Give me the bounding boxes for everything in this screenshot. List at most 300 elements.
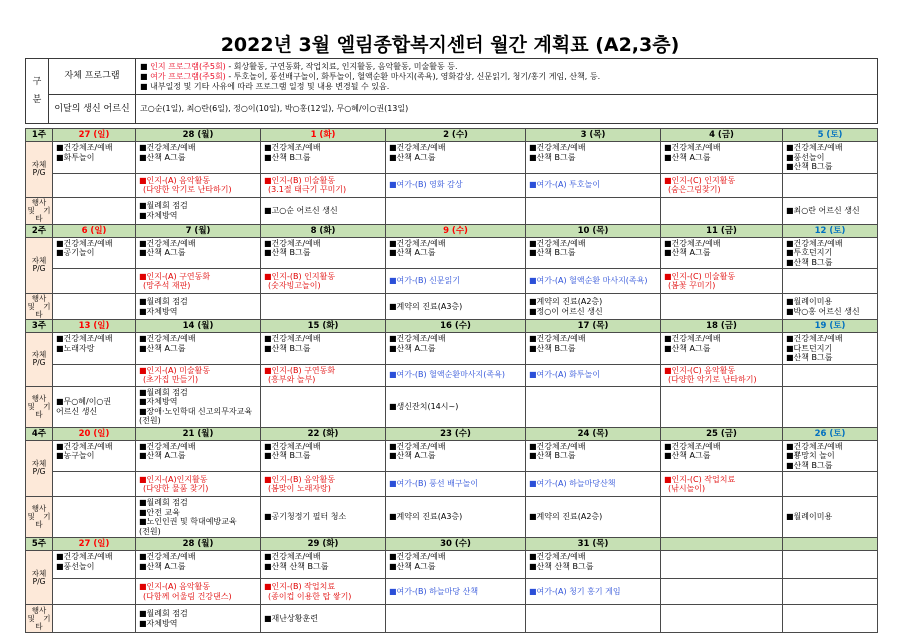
program-item: ■건강체조/예배 — [786, 334, 843, 343]
program-cell — [261, 142, 386, 174]
program-cell — [661, 551, 783, 579]
bullet: ■ — [140, 71, 151, 81]
program-item: ■건강체조/예배 — [139, 441, 196, 451]
activity-cell — [261, 173, 386, 197]
program-item: ■건강체조/예배 — [389, 441, 446, 451]
day-date — [783, 538, 878, 551]
event-cell — [661, 386, 783, 427]
program-item: ■산책 B그룹 — [529, 451, 576, 460]
event-cell — [661, 197, 783, 224]
event-cell — [53, 497, 136, 538]
program-item: ■건강체조/예배 — [664, 143, 721, 152]
activity-cell — [526, 364, 661, 386]
event-item: ■재난상황훈련 — [264, 613, 318, 623]
program-line-cognitive — [140, 62, 873, 72]
event-row-label: 행사 및 기타 — [26, 197, 53, 224]
activity-cell — [661, 472, 783, 497]
program-item: ■산책 A그룹 — [389, 561, 436, 571]
program-item: ■산책 A그룹 — [389, 343, 436, 353]
activity-item: ■인지-(B) 작업치료 — [264, 582, 336, 591]
activity-cell — [526, 269, 661, 294]
program-item: ■건강체조/예배 — [529, 441, 586, 451]
program-item: ■산책 A그룹 — [389, 451, 436, 460]
program-row-label: 자체 P/G — [26, 551, 53, 605]
activity-item: (초가집 만들기) — [143, 375, 199, 384]
activity-row — [26, 472, 878, 497]
activity-item: ■인지-(A) 구연동화 — [139, 271, 211, 281]
event-cell — [783, 197, 878, 224]
program-item: ■산책 산책 B그룹 — [264, 561, 329, 571]
activity-item: ■인지-(C) 미술활동 — [664, 271, 736, 281]
event-item: ■생신잔치(14시~) — [389, 401, 459, 411]
event-cell — [526, 605, 661, 633]
program-item: ■건강체조/예배 — [529, 334, 586, 343]
event-row — [26, 386, 878, 427]
event-item: ■월례이미용 — [786, 512, 833, 522]
event-cell — [136, 386, 261, 427]
day-date: 28 (월) — [136, 129, 261, 142]
program-cell — [136, 142, 261, 174]
activity-cell — [783, 472, 878, 497]
program-cell — [386, 142, 526, 174]
program-cell — [53, 551, 136, 579]
program-row-label: 자체 P/G — [26, 237, 53, 294]
birthday-list: 고○순(1일), 최○란(6일), 정○이(10일), 박○홍(12일), 무○혜/이○권(13일) — [136, 95, 878, 124]
program-item: ■풍선놀이 — [786, 152, 825, 162]
day-date: 17 (목) — [526, 320, 661, 333]
program-item: ■투호던지기 — [786, 248, 833, 257]
activity-cell — [526, 173, 661, 197]
program-cell — [136, 237, 261, 269]
event-item: (전원) — [139, 416, 161, 425]
day-date: 16 (수) — [386, 320, 526, 333]
program-item: ■화투놀이 — [56, 152, 95, 162]
category-label: 구 분 — [26, 59, 49, 124]
program-item: ■건강체조/예배 — [786, 441, 843, 451]
activity-cell — [53, 472, 136, 497]
program-item: ■건강체조/예배 — [56, 334, 113, 343]
event-item: ■박○홍 어르신 생신 — [786, 306, 860, 316]
event-item: ■안전 교육 — [139, 507, 181, 517]
activity-item: (흥부와 놀부) — [268, 375, 316, 384]
activity-item: (종이컵 이용한 탑 쌓기) — [268, 591, 352, 601]
program-item: ■산책 A그룹 — [664, 152, 711, 162]
event-item: ■공기청정기 필터 청소 — [264, 512, 347, 522]
day-date: 25 (금) — [661, 427, 783, 440]
activity-cell — [136, 269, 261, 294]
bullet: ■ — [140, 61, 151, 71]
activity-item: (다양한 악기로 난타하기) — [668, 375, 757, 384]
event-item: 어르신 생신 — [56, 406, 98, 416]
activity-cell — [136, 579, 261, 605]
event-item: ■노인인권 및 학대예방교육 — [139, 517, 237, 526]
event-item: ■월례회 점검 — [139, 498, 188, 507]
program-item: ■건강체조/예배 — [139, 552, 196, 561]
activity-item: ■여가-(B) 영화 감상 — [389, 180, 463, 190]
event-cell — [526, 386, 661, 427]
program-label: 자체 프로그램 — [49, 59, 136, 95]
activity-item: ■인지-(B) 음악활동 — [264, 474, 336, 484]
program-item: ■산책 산책 B그룹 — [529, 561, 594, 571]
activity-item: ■여가-(A) 청기 홍기 게임 — [529, 586, 621, 596]
event-cell — [783, 605, 878, 633]
event-item: ■자체방역 — [139, 397, 178, 406]
activity-item: ■인지-(B) 인지활동 — [264, 271, 336, 281]
event-row-label: 행사 및 기타 — [26, 294, 53, 320]
program-item: ■건강체조/예배 — [139, 143, 196, 152]
program-cell — [661, 440, 783, 472]
activity-cell — [261, 579, 386, 605]
program-description — [136, 59, 878, 95]
event-item: ■계약의 진료(A2층) — [529, 297, 603, 306]
activity-item: (낚시놀이) — [668, 484, 706, 493]
monthly-plan-table — [25, 128, 878, 633]
activity-item: (3.1절 태극기 꾸미기) — [268, 185, 347, 194]
day-date: 1 (화) — [261, 129, 386, 142]
program-line-notice — [140, 82, 873, 92]
activity-item: (숫자빙고놀이) — [268, 281, 321, 290]
activity-cell — [661, 364, 783, 386]
program-item: ■건강체조/예배 — [664, 441, 721, 451]
event-cell — [526, 497, 661, 538]
program-item: ■산책 A그룹 — [389, 248, 436, 257]
activity-cell — [261, 269, 386, 294]
program-item: ■건강체조/예배 — [389, 143, 446, 152]
program-item: ■산책 B그룹 — [264, 248, 311, 257]
day-date: 28 (월) — [136, 538, 261, 551]
event-item: ■자체방역 — [139, 618, 178, 628]
event-cell — [136, 294, 261, 320]
week-label: 1주 — [26, 129, 53, 142]
program-item: ■건강체조/예배 — [56, 552, 113, 561]
event-row — [26, 294, 878, 320]
event-cell — [783, 294, 878, 320]
program-item: ■건강체조/예배 — [664, 238, 721, 248]
activity-item: ■여가-(B) 하늘마당 산책 — [389, 586, 479, 596]
program-text: - 회상활동, 구연동화, 작업치료, 인지활동, 음악활동, 미술활동 등. — [225, 61, 458, 71]
program-item: ■산책 A그룹 — [139, 152, 186, 162]
program-cell — [386, 237, 526, 269]
day-date: 22 (화) — [261, 427, 386, 440]
bullet: ■ — [140, 81, 151, 91]
program-line-leisure — [140, 72, 873, 82]
day-date: 21 (월) — [136, 427, 261, 440]
activity-item: ■여가-(B) 풍선 배구놀이 — [389, 479, 479, 489]
event-item: ■정○이 어르신 생신 — [529, 306, 603, 316]
program-head: 여가 프로그램(주5회) — [150, 71, 226, 81]
program-item: ■산책 B그룹 — [529, 343, 576, 353]
activity-cell — [661, 269, 783, 294]
day-date: 31 (목) — [526, 538, 661, 551]
program-cell — [661, 237, 783, 269]
day-date: 10 (목) — [526, 224, 661, 237]
event-item: (전원) — [139, 526, 161, 536]
program-item: ■산책 B그룹 — [786, 353, 833, 362]
program-cell — [526, 142, 661, 174]
event-item: ■월례회 점검 — [139, 387, 188, 397]
activity-cell — [526, 579, 661, 605]
program-cell — [53, 142, 136, 174]
program-item: ■건강체조/예배 — [264, 238, 321, 248]
event-item: ■월례회 점검 — [139, 609, 188, 618]
program-item: ■건강체조/예배 — [56, 143, 113, 152]
event-cell — [661, 294, 783, 320]
activity-cell — [136, 472, 261, 497]
program-item: ■건강체조/예배 — [389, 238, 446, 248]
activity-cell — [386, 579, 526, 605]
activity-cell — [386, 173, 526, 197]
program-item: ■건강체조/예배 — [664, 334, 721, 343]
event-item: ■계약의 진료(A2층) — [529, 512, 603, 522]
program-cell — [526, 551, 661, 579]
activity-item: (숨은그림찾기) — [668, 185, 721, 194]
program-cell — [386, 551, 526, 579]
week-label: 3주 — [26, 320, 53, 333]
day-date: 23 (수) — [386, 427, 526, 440]
program-cell — [261, 333, 386, 365]
event-item: ■월례이미용 — [786, 297, 833, 306]
program-cell — [783, 142, 878, 174]
event-cell — [386, 497, 526, 538]
activity-item: ■인지-(A) 미술활동 — [139, 365, 211, 375]
program-cell — [136, 551, 261, 579]
program-item: ■건강체조/예배 — [56, 238, 113, 248]
program-cell — [53, 237, 136, 269]
event-row-label: 행사 및 기타 — [26, 386, 53, 427]
event-cell — [386, 386, 526, 427]
day-date: 18 (금) — [661, 320, 783, 333]
day-date: 3 (목) — [526, 129, 661, 142]
day-date: 9 (수) — [386, 224, 526, 237]
program-item: ■산책 B그룹 — [529, 248, 576, 257]
activity-item: ■여가-(B) 신문읽기 — [389, 276, 461, 286]
program-item: ■산책 A그룹 — [139, 343, 186, 353]
activity-cell — [53, 173, 136, 197]
activity-cell — [53, 364, 136, 386]
day-date: 14 (월) — [136, 320, 261, 333]
program-item: ■산책 A그룹 — [139, 451, 186, 460]
activity-cell — [526, 472, 661, 497]
program-item: ■산책 A그룹 — [139, 248, 186, 257]
week-header-row — [26, 129, 878, 142]
activity-item: ■인지-(A)인지활동 — [139, 474, 208, 484]
activity-item: ■인지-(B) 미술활동 — [264, 175, 336, 185]
program-cell — [386, 333, 526, 365]
event-cell — [261, 197, 386, 224]
birthday-label: 이달의 생신 어르신 — [49, 95, 136, 124]
activity-cell — [783, 173, 878, 197]
program-info-table — [25, 58, 878, 124]
event-cell — [136, 197, 261, 224]
program-cell — [261, 237, 386, 269]
event-cell — [136, 605, 261, 633]
event-item: ■무○혜/이○권 — [56, 397, 112, 406]
activity-item: (봄맞이 노래자랑) — [268, 484, 331, 493]
program-row — [26, 142, 878, 174]
event-item: ■월례회 점검 — [139, 201, 188, 210]
day-date: 11 (금) — [661, 224, 783, 237]
activity-item: ■인지-(C) 음악활동 — [664, 365, 736, 375]
activity-item: ■여가-(A) 화투놀이 — [529, 370, 601, 380]
activity-row — [26, 173, 878, 197]
event-cell — [526, 294, 661, 320]
event-cell — [783, 497, 878, 538]
week-header-row — [26, 538, 878, 551]
day-date: 5 (토) — [783, 129, 878, 142]
program-cell — [783, 237, 878, 269]
program-text: - 투호놀이, 풍선배구놀이, 화투놀이, 혈액순환 마사지(족욕), 영화감상, 신문읽기, 청기/홍기 게임, 산책, 등. — [225, 71, 601, 81]
program-row-label: 자체 P/G — [26, 440, 53, 497]
program-cell — [526, 237, 661, 269]
program-item: ■뿅망치 놀이 — [786, 451, 835, 460]
activity-item: ■인지-(C) 작업치료 — [664, 474, 736, 484]
day-date: 7 (월) — [136, 224, 261, 237]
activity-item: (다양한 물품 찾기) — [143, 484, 209, 493]
program-item: ■산책 B그룹 — [529, 152, 576, 162]
day-date: 27 (일) — [53, 538, 136, 551]
day-date: 24 (목) — [526, 427, 661, 440]
event-row-label: 행사 및 기타 — [26, 605, 53, 633]
activity-item: ■여가-(A) 혈액순환 마사지(족욕) — [529, 276, 648, 286]
program-item: ■건강체조/예배 — [264, 143, 321, 152]
program-item: ■산책 A그룹 — [664, 451, 711, 460]
event-row — [26, 497, 878, 538]
program-row-label: 자체 P/G — [26, 142, 53, 198]
week-header-row — [26, 320, 878, 333]
program-cell — [136, 333, 261, 365]
program-row — [26, 440, 878, 472]
program-item: ■건강체조/예배 — [264, 552, 321, 561]
program-item: ■건강체조/예배 — [786, 143, 843, 152]
week-header-row — [26, 427, 878, 440]
event-cell — [386, 294, 526, 320]
day-date: 12 (토) — [783, 224, 878, 237]
event-item: ■최○란 어르신 생신 — [786, 205, 860, 215]
program-row — [26, 551, 878, 579]
program-cell — [526, 440, 661, 472]
program-item: ■산책 A그룹 — [664, 248, 711, 257]
program-item: ■건강체조/예배 — [389, 552, 446, 561]
program-item: ■노래자랑 — [56, 343, 95, 353]
program-item: ■건강체조/예배 — [139, 334, 196, 343]
event-row — [26, 605, 878, 633]
event-item: ■계약의 진료(A3층) — [389, 512, 463, 522]
program-item: ■산책 B그룹 — [786, 460, 833, 470]
page-title: 2022년 3월 엘림종합복지센터 월간 계획표 (A2,3층) — [220, 34, 680, 56]
activity-item: ■여가-(A) 투호놀이 — [529, 180, 601, 190]
activity-cell — [53, 269, 136, 294]
program-item: ■공기놀이 — [56, 248, 95, 257]
day-date: 2 (수) — [386, 129, 526, 142]
program-row — [26, 237, 878, 269]
program-item: ■건강체조/예배 — [786, 238, 843, 248]
program-item: ■산책 B그룹 — [786, 162, 833, 171]
activity-item: ■인지-(A) 음악활동 — [139, 175, 211, 185]
program-item: ■풍선놀이 — [56, 561, 95, 571]
plan-body — [26, 129, 878, 633]
event-cell — [386, 197, 526, 224]
program-item: ■산책 B그룹 — [264, 451, 311, 460]
activity-item: (다함께 어울림 건강댄스) — [143, 591, 232, 601]
activity-row — [26, 579, 878, 605]
program-cell — [526, 333, 661, 365]
program-item: ■산책 B그룹 — [264, 343, 311, 353]
program-cell — [53, 440, 136, 472]
program-row-label: 자체 P/G — [26, 333, 53, 387]
program-item: ■건강체조/예배 — [264, 441, 321, 451]
activity-item: (봄꽃 꾸미기) — [668, 281, 716, 290]
event-item: ■월례회 점검 — [139, 297, 188, 306]
event-item: ■계약의 진료(A3층) — [389, 301, 463, 311]
event-item: ■고○순 어르신 생신 — [264, 205, 338, 215]
program-item: ■건강체조/예배 — [529, 552, 586, 561]
event-cell — [661, 497, 783, 538]
activity-cell — [261, 472, 386, 497]
activity-cell — [386, 364, 526, 386]
event-cell — [526, 197, 661, 224]
program-item: ■산책 A그룹 — [389, 152, 436, 162]
activity-cell — [386, 472, 526, 497]
program-text: 내부일정 및 기타 사유에 따라 프로그램 일정 및 내용 변경될 수 있음. — [150, 81, 390, 91]
day-date: 8 (화) — [261, 224, 386, 237]
program-item: ■산책 A그룹 — [664, 343, 711, 353]
event-cell — [261, 497, 386, 538]
event-cell — [261, 294, 386, 320]
program-row — [26, 333, 878, 365]
program-cell — [136, 440, 261, 472]
event-cell — [261, 386, 386, 427]
event-item: ■자체방역 — [139, 306, 178, 316]
week-header-row — [26, 224, 878, 237]
program-cell — [661, 142, 783, 174]
activity-cell — [783, 364, 878, 386]
activity-cell — [261, 364, 386, 386]
event-item: ■자체방역 — [139, 210, 178, 220]
activity-row — [26, 364, 878, 386]
week-label: 5주 — [26, 538, 53, 551]
event-cell — [53, 386, 136, 427]
event-cell — [53, 197, 136, 224]
program-item: ■건강체조/예배 — [529, 238, 586, 248]
activity-row — [26, 269, 878, 294]
event-cell — [261, 605, 386, 633]
event-cell — [386, 605, 526, 633]
week-label: 2주 — [26, 224, 53, 237]
event-item: ■장애·노인학대 신고의무자교육 — [139, 406, 253, 416]
program-item: ■산책 A그룹 — [139, 561, 186, 571]
event-cell — [53, 605, 136, 633]
day-date — [661, 538, 783, 551]
activity-cell — [661, 173, 783, 197]
event-cell — [661, 605, 783, 633]
program-cell — [261, 440, 386, 472]
day-date: 27 (일) — [53, 129, 136, 142]
day-date: 26 (토) — [783, 427, 878, 440]
activity-cell — [386, 269, 526, 294]
activity-cell — [53, 579, 136, 605]
day-date: 20 (일) — [53, 427, 136, 440]
day-date: 6 (일) — [53, 224, 136, 237]
day-date: 15 (화) — [261, 320, 386, 333]
event-cell — [783, 386, 878, 427]
day-date: 30 (수) — [386, 538, 526, 551]
activity-item: ■인지-(C) 인지활동 — [664, 175, 736, 185]
activity-cell — [783, 269, 878, 294]
event-cell — [53, 294, 136, 320]
activity-cell — [136, 173, 261, 197]
activity-item: (다양한 악기로 난타하기) — [143, 185, 232, 194]
activity-cell — [661, 579, 783, 605]
